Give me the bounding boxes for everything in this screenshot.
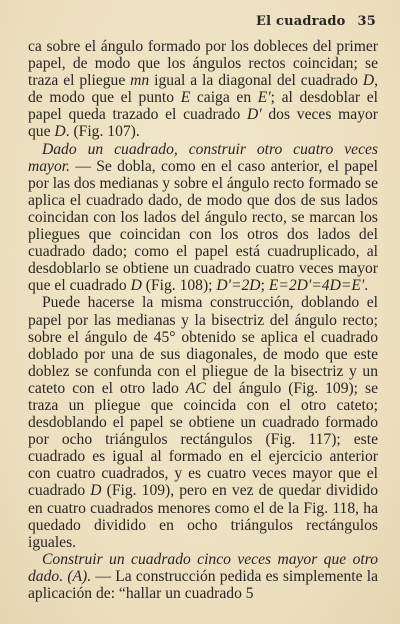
italic-run: Construir un cuadrado cinco veces mayor que otro dado. (A). [28,550,378,585]
text-run: — La construcción pedida es simplemente la aplicación de: “hallar un cuadrado 5 [28,567,379,602]
text-run: caiga en [190,89,258,107]
text-run: del ángulo (Fig. 109); se traza un pliegue que coincida con el otro cateto; desdoblando el papel se obtiene un cuadrado formado por ocho triángulos rectángulos (Fig. 117); este cuadrado es igual al formado en el ejercicio anterior con cuatro cuadrados, y es cuatro veces mayor que el cuadrado [28,379,378,500]
text-run: . (Fig. 107). [65,123,140,141]
italic-run: D'=2D [216,277,261,295]
italic-run: E [180,89,191,107]
italic-run: E=2D'=4D=E' [268,277,365,295]
text-run: . [364,277,369,295]
text-run: igual a la diagonal del cuadrado [149,72,363,90]
text-run: ; [260,277,269,295]
paragraph-2 [28,141,378,295]
text-run: dos veces mayor que [28,106,378,141]
italic-run: AC [185,379,206,397]
chapter-title: El cuadrado [256,14,346,29]
text-run: (Fig. 108); [141,277,217,295]
italic-run: D [362,72,375,90]
italic-run: D [90,482,102,500]
paragraph-4 [28,551,378,602]
text-run: Puede hacerse la misma construcción, doblando el papel por las medianas y la bisectriz del ángulo recto; sobre el ángulo de 45° obtenido se aplica el cuadrado doblado por una de sus diagonales, de modo que este doblez se confunda con el pliegue de la bisectriz y un cateto con el otro lado [28,294,378,397]
text-run: — Se dobla, como en el caso anterior, el papel por las dos medianas y sobre el ángulo recto formado se aplica el cuadrado dado, de modo que dos de sus lados coincidan con los lados del ángulo recto, se marcan los pliegues que coincidan con los otros dos lados del cuadrado dado; como el papel está cuadruplicado, al desdoblarlo se obtiene un cuadrado cuatro veces mayor que el cuadrado [28,157,378,295]
italic-run: E' [257,89,271,107]
text-run: ca sobre el ángulo formado por los dobleces del primer papel, de modo que los ángulos rectos coincidan; se traza el pliegue [28,38,378,90]
italic-run: mn [130,72,150,90]
text-run: , de modo que el punto [28,72,378,107]
page-number: 35 [357,14,376,29]
italic-run: D [130,277,142,295]
paragraph-1 [28,38,378,141]
body-text [28,38,378,602]
running-head [28,14,378,36]
text-run: (Fig. 109), pero en vez de quedar dividido en cuatro cuadrados menores como el de la Fig. 118, ha quedado dividido en ocho triángulos rectángulos iguales. [28,482,378,551]
italic-run: D [54,123,66,141]
italic-run: D' [247,106,262,124]
paragraph-3 [28,294,378,550]
italic-run: Dado un cuadrado, construir otro cuatro veces mayor. [28,140,378,175]
text-run: ; al desdoblar el papel queda trazado el cuadrado [28,89,378,124]
